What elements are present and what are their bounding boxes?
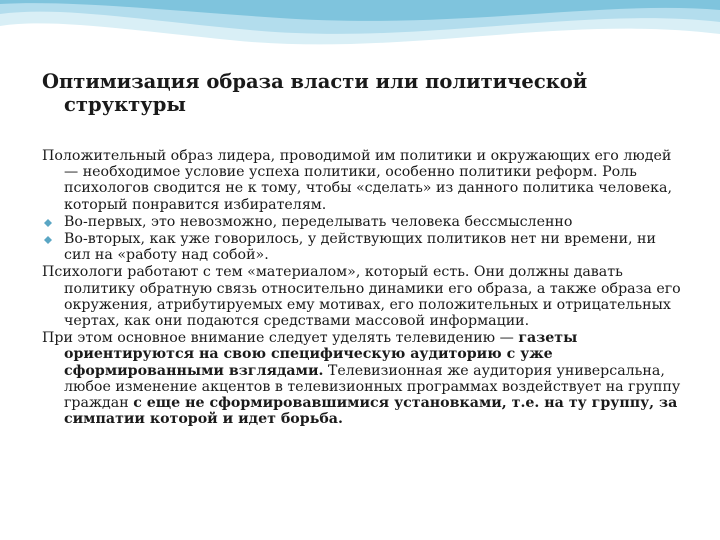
- slide-body: [42, 148, 682, 428]
- diamond-bullet-icon: [44, 219, 52, 227]
- header-wave-decoration: [0, 0, 720, 60]
- slide-title: Оптимизация образа власти или политической структуры: [42, 70, 588, 116]
- bullet-text: Во-первых, это невозможно, переделывать человека бессмысленно: [64, 213, 573, 230]
- paragraph-intro: Положительный образ лидера, проводимой им политики и окружающих его людей — необходимое условие успеха политики, особенно политики реформ. Роль психологов сводится не к тому, чтобы «сделать» из данного политика человека, который понравится избирателям.: [42, 148, 672, 213]
- bullet-item: [42, 214, 682, 230]
- target-group-emphasis: с еще не сформировавшимися установками, т.е. на ту группу, за симпатии которой и идет борьба.: [64, 395, 678, 428]
- paragraph-television: [42, 330, 682, 427]
- bullet-item: [42, 231, 682, 263]
- paragraph-psychologists: Психологи работают с тем «материалом», который есть. Они должны давать политику обратную связь относительно динамики его образа, а также образа его окружения, атрибутируемых ему мотивах, его положительных и отрицательных чертах, как они подаются средствами массовой информации.: [42, 264, 681, 330]
- television-text-intro: При этом основное внимание следует уделять телевидению —: [42, 330, 519, 347]
- bullet-text: Во-вторых, как уже говорилось, у действующих политиков нет ни времени, ни сил на «работу над собой».: [64, 231, 656, 264]
- newspapers-emphasis: газеты ориентируются на свою специфическую аудиторию с уже сформированными взглядами.: [64, 330, 578, 379]
- diamond-bullet-icon: [44, 236, 52, 244]
- television-text-middle: Телевизионная же аудитория универсальна, любое изменение акцентов в телевизионных программах воздействует на группу граждан: [64, 362, 681, 412]
